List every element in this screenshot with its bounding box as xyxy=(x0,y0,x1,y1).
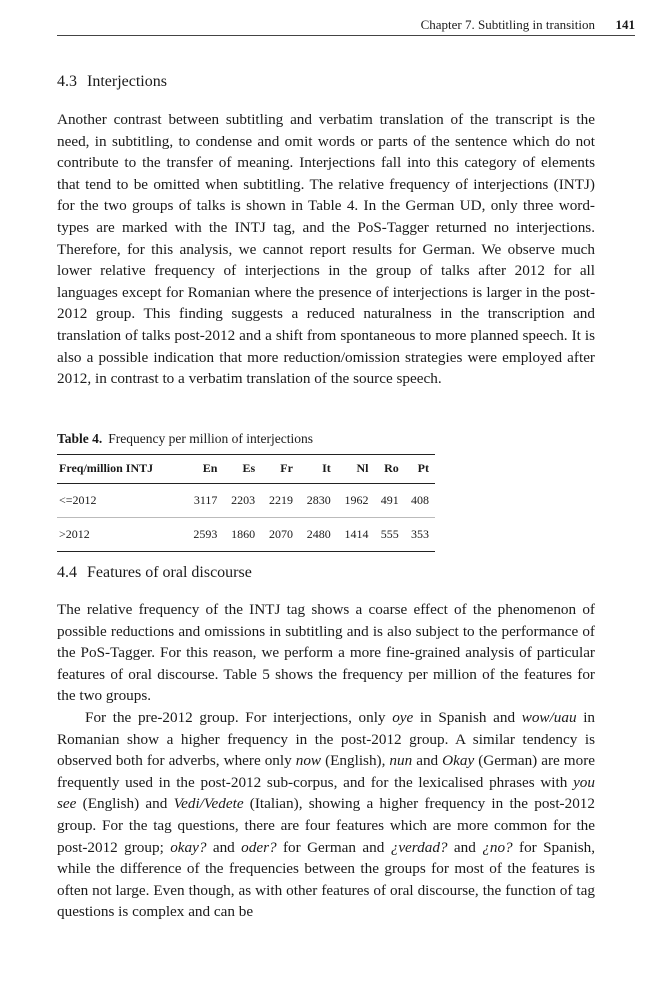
table-cell: 2219 xyxy=(261,484,299,518)
paragraph-interjections: Another contrast between subtitling and verbatim translation of the transcript is the need, in subtitling, to condense and omit words or parts of the sentence which do not contribute to the transfer of meaning. Interjections fall into this category of elements that tend to be omitted when subtitling. The relative frequency of interjections (INTJ) for the two groups of talks is shown in Table 4. In the German UD, only three word-types are marked with the INTJ tag, and the PoS-Tagger returned no interjections. Therefore, for this analysis, we cannot report results for German. We observe much lower relative frequency of interjections in the group of talks after 2012 for all languages except for Romanian where the presence of interjections is larger in the post-2012 group. This finding suggests a reduced naturalness in the transcription and translation of talks post-2012 and a shift from spontaneous to more planned speech. It is also a possible indication that more reduction/omission strategies were employed after 2012, in contrast to a verbatim translation of the source speech. xyxy=(57,111,595,388)
section-title: Interjections xyxy=(87,73,167,90)
emphasis: ¿verdad? xyxy=(390,838,448,856)
table-cell: 2830 xyxy=(299,484,337,518)
emphasis: you see xyxy=(57,773,595,813)
table-cell: 408 xyxy=(405,484,435,518)
text-run: (English), xyxy=(321,752,390,770)
table-header-cell: Ro xyxy=(375,455,405,484)
table-cell: 2480 xyxy=(299,518,337,552)
table-cell: <=2012 xyxy=(57,484,186,518)
table-cell: >2012 xyxy=(57,518,186,552)
paragraph-oral-discourse-intro: The relative frequency of the INTJ tag shows a coarse effect of the phenomenon of possible reductions and omissions in subtitling and is also subject to the performance of the PoS-Tagger. For this reason, we perform a more fine-grained analysis of particular features of oral discourse. Table 5 shows the frequency per million of the features for the two groups. xyxy=(57,601,595,705)
table-header-cell: It xyxy=(299,455,337,484)
table-header-cell: Fr xyxy=(261,455,299,484)
table-cell: 2203 xyxy=(223,484,261,518)
text-run: and xyxy=(206,838,242,856)
chapter-title: Chapter 7. Subtitling in transition xyxy=(420,17,595,32)
table-caption-text: Frequency per million of interjections xyxy=(108,431,313,446)
table-header-cell: Es xyxy=(223,455,261,484)
text-run: and xyxy=(447,838,483,856)
emphasis: Vedi/Vedete xyxy=(173,795,244,813)
section-title: Features of oral discourse xyxy=(87,564,252,581)
table-label: Table 4. xyxy=(57,431,103,446)
section-heading-oral-discourse xyxy=(57,564,252,582)
table-caption xyxy=(57,431,313,447)
table-row xyxy=(57,518,435,552)
table-cell: 2070 xyxy=(261,518,299,552)
emphasis: now xyxy=(295,752,322,770)
table-cell: 1414 xyxy=(337,518,375,552)
emphasis: nun xyxy=(389,752,413,770)
table-header-cell: Nl xyxy=(337,455,375,484)
text-run: for Spanish, while the difference of the frequencies between the groups for most of the features is often not large. Even though, as with other features of oral discourse, the function of tag questions is complex and can be xyxy=(57,838,596,921)
section-number: 4.4 xyxy=(57,564,77,581)
table-cell: 1962 xyxy=(337,484,375,518)
text-run: in Spanish and xyxy=(413,709,522,726)
text-run: for German and xyxy=(276,838,391,856)
text-run: (Italian), showing a higher frequency in the post-2012 group. For the tag questions, there are four features which are more common for the post-2012 group; xyxy=(57,795,595,856)
emphasis: wow/uau xyxy=(521,709,577,726)
section-heading-interjections xyxy=(57,73,167,91)
text-run: (English) and xyxy=(76,795,174,813)
running-header xyxy=(57,15,635,36)
emphasis: oder? xyxy=(241,838,277,856)
section-number: 4.3 xyxy=(57,73,77,90)
table-cell: 491 xyxy=(375,484,405,518)
table-header-cell: Pt xyxy=(405,455,435,484)
page-number: 141 xyxy=(615,17,635,32)
table-row xyxy=(57,484,435,518)
emphasis: okay? xyxy=(170,838,207,856)
text-run: and xyxy=(412,752,443,770)
frequency-table xyxy=(57,454,435,552)
paragraph-oral-discourse-details xyxy=(57,707,595,923)
table-cell: 3117 xyxy=(186,484,224,518)
emphasis: ¿no? xyxy=(482,838,513,856)
table-cell: 555 xyxy=(375,518,405,552)
text-run: For the pre-2012 group. For interjections, only xyxy=(85,709,393,726)
table-header-row xyxy=(57,455,435,484)
table-cell: 2593 xyxy=(186,518,224,552)
table-header-cell: Freq/million INTJ xyxy=(57,455,186,484)
text-run: in Romanian show a higher frequency in the post-2012 group. A similar tendency is observed both for adverbs, where only xyxy=(57,709,596,770)
table-cell: 1860 xyxy=(223,518,261,552)
emphasis: Okay xyxy=(442,752,475,770)
table-cell: 353 xyxy=(405,518,435,552)
table-header-cell: En xyxy=(186,455,224,484)
emphasis: oye xyxy=(392,709,414,726)
text-run: (German) are more frequently used in the post-2012 sub-corpus, and for the lexicalised phrases with xyxy=(57,752,595,791)
